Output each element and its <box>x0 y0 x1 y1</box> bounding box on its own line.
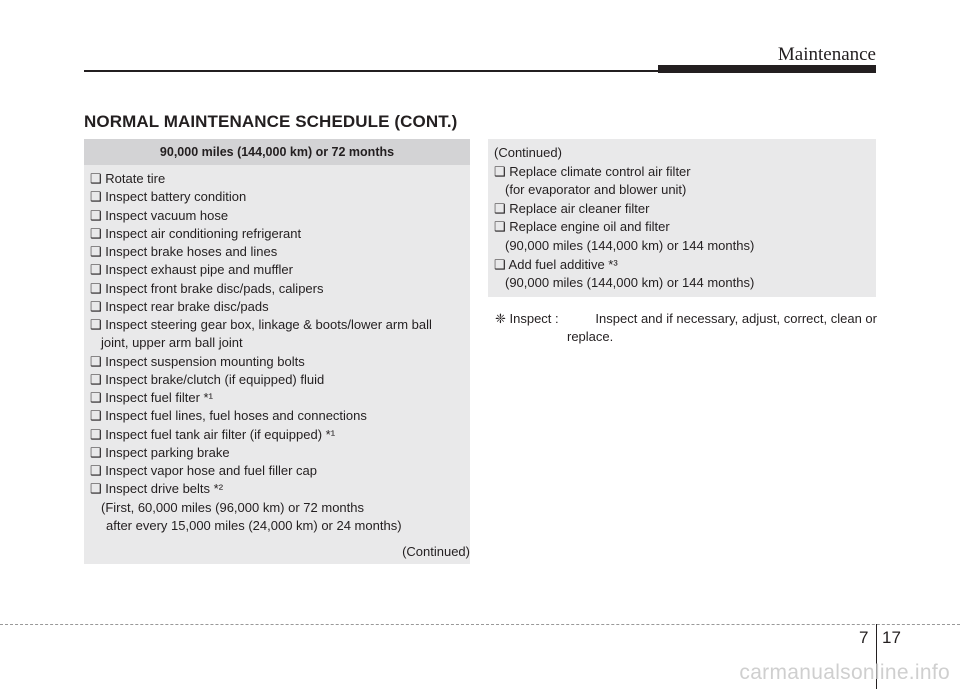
header-rule <box>84 70 658 72</box>
list-item: ❑ Inspect fuel lines, fuel hoses and connections <box>90 408 367 424</box>
list-item: ❑ Rotate tire <box>90 171 166 186</box>
chapter-number: 7 <box>859 628 869 647</box>
list-item: ❑ Replace climate control air filter <box>494 163 691 179</box>
list-item: ❑ Inspect exhaust pipe and muffler <box>90 262 293 278</box>
interval-heading: 90,000 miles (144,000 km) or 72 months <box>159 145 395 159</box>
list-item: ❑ Inspect fuel tank air filter (if equipped) *¹ <box>90 426 336 442</box>
continued-label: (Continued) <box>494 145 562 160</box>
list-item: ❑ Inspect air conditioning refrigerant <box>90 225 302 241</box>
list-item: ❑ Inspect suspension mounting bolts <box>90 353 305 369</box>
list-item: ❑ Replace air cleaner filter <box>494 200 650 216</box>
list-item: ❑ Inspect battery condition <box>90 189 247 205</box>
section-header-title: Maintenance <box>777 44 876 65</box>
header-rule-bold <box>658 65 876 73</box>
watermark-text: carmanualsonline.info <box>739 661 950 684</box>
page-title: NORMAL MAINTENANCE SCHEDULE (CONT.) <box>84 112 458 131</box>
list-item-continuation: (First, 60,000 miles (96,000 km) or 72 months <box>101 499 364 515</box>
note-label: ❈ Inspect : <box>495 311 559 326</box>
list-item: ❑ Inspect rear brake disc/pads <box>90 298 269 314</box>
list-item: ❑ Add fuel additive *³ <box>494 256 618 272</box>
list-item-continuation: after every 15,000 miles (24,000 km) or 24 months) <box>106 517 402 533</box>
note-line <box>495 310 877 328</box>
inspect-note <box>495 310 877 346</box>
left-checklist <box>90 170 432 535</box>
left-panel-heading <box>84 139 470 165</box>
list-item: ❑ Inspect parking brake <box>90 444 230 460</box>
list-item: ❑ Inspect vacuum hose <box>90 207 229 223</box>
note-text: Inspect and if necessary, adjust, correct, clean or <box>595 311 877 326</box>
footer-rule <box>0 624 960 625</box>
list-item-continuation: (for evaporator and blower unit) <box>505 182 687 198</box>
list-item: ❑ Inspect front brake disc/pads, calipers <box>90 280 324 296</box>
note-text-continuation: replace. <box>567 329 614 344</box>
page-number: 17 <box>882 628 901 647</box>
right-checklist <box>494 144 754 293</box>
list-item: ❑ Inspect brake/clutch (if equipped) fluid <box>90 371 325 387</box>
list-item: ❑ Inspect steering gear box, linkage & boots/lower arm ball <box>90 317 432 332</box>
list-item: ❑ Inspect vapor hose and fuel filler cap <box>90 463 318 478</box>
list-item: ❑ Inspect drive belts *² <box>90 481 224 497</box>
list-item-continuation: (90,000 miles (144,000 km) or 144 months) <box>505 237 755 253</box>
continued-label: (Continued) <box>402 544 470 559</box>
list-item: ❑ Replace engine oil and filter <box>494 219 670 235</box>
list-item: ❑ Inspect fuel filter *¹ <box>90 390 213 405</box>
list-item-continuation: (90,000 miles (144,000 km) or 144 months) <box>505 275 755 291</box>
list-item: ❑ Inspect brake hoses and lines <box>90 244 278 259</box>
list-item-continuation: joint, upper arm ball joint <box>101 335 243 351</box>
